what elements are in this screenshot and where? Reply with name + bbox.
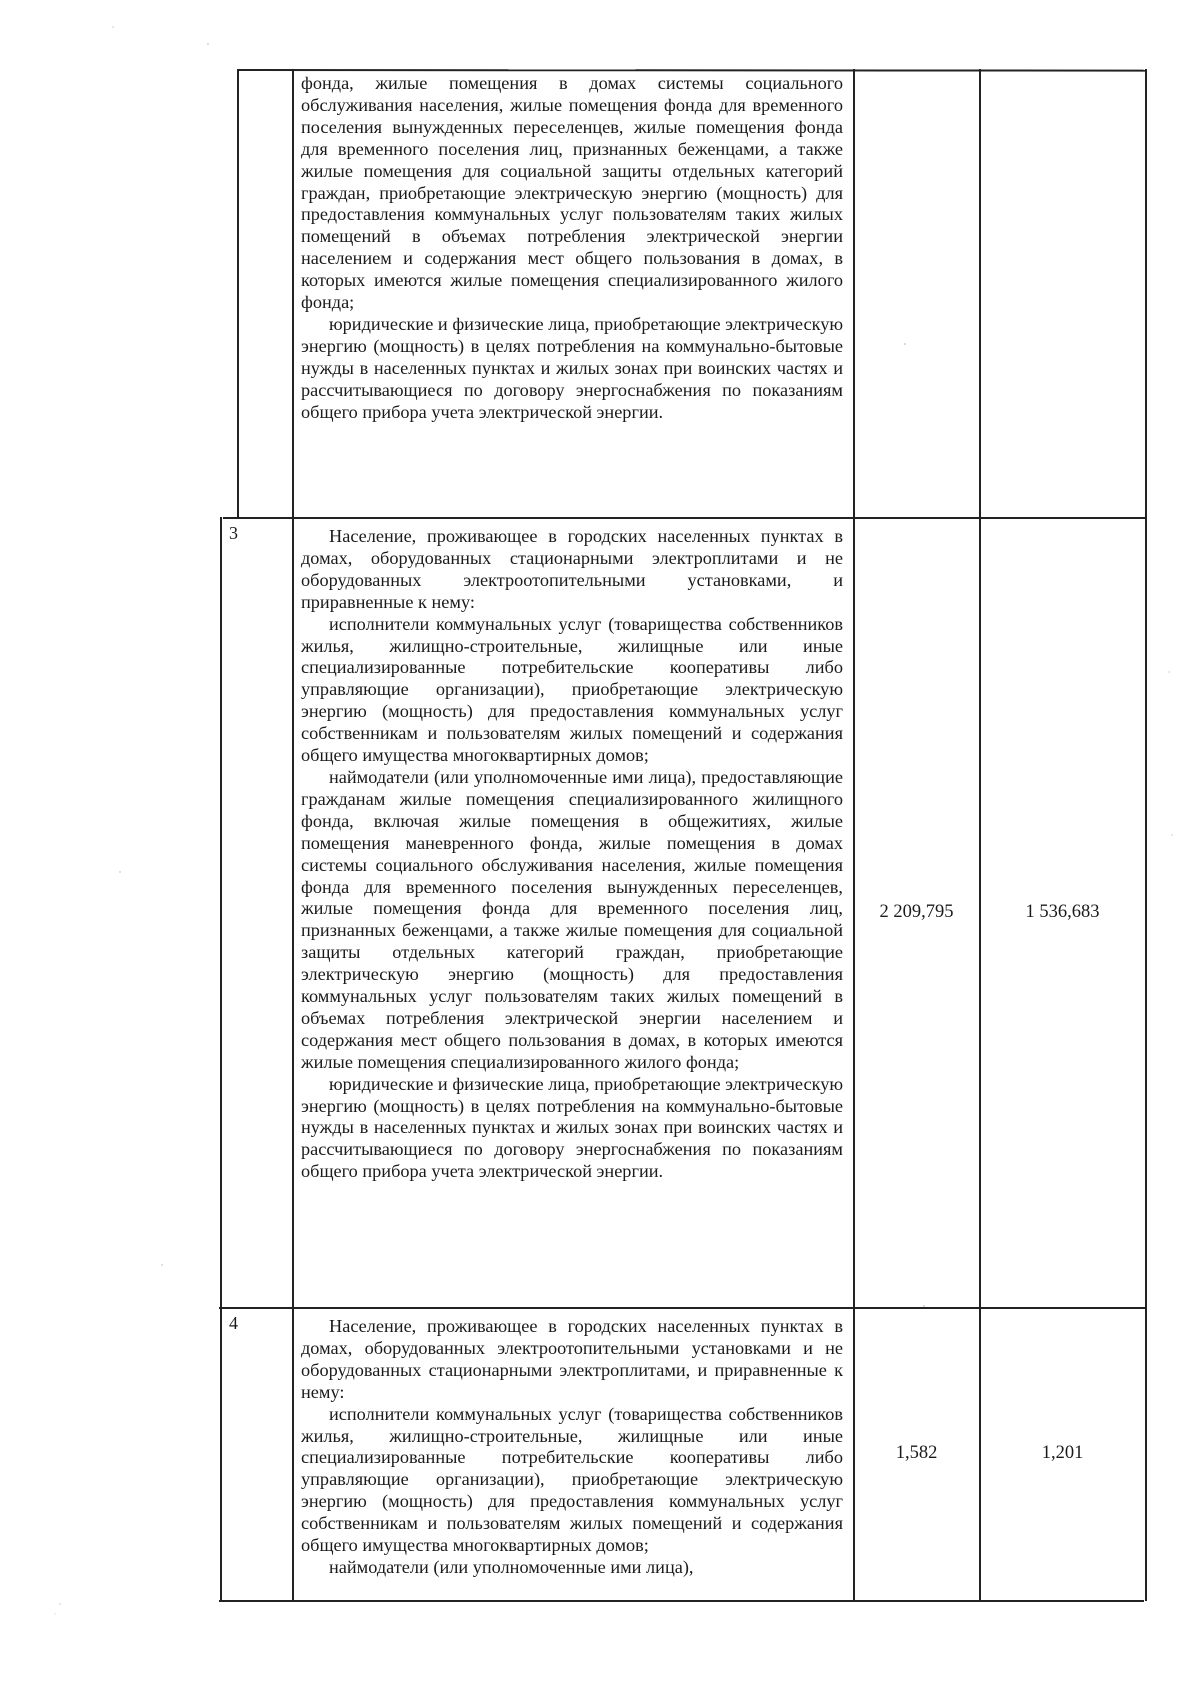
- row-number: [238, 69, 292, 517]
- tariff-value-1: [854, 69, 979, 517]
- paragraph: исполнители коммунальных услуг (товарищества собственников жилья, жилищно-строительные, жилищные или иные специализированные потребительские кооперативы либо управляющие организации), приобретающие электрическую энергию (мощность) для предоставления коммунальных услуг собственникам и пользователям жилых помещений и содержания общего имущества многоквартирных домов;: [301, 613, 843, 766]
- paragraph: наймодатели (или уполномоченные ими лица), предоставляющие гражданам жилые помещения специализированного жилищного фонда, включая жилые помещения в общежитиях, жилые помещения маневренного фонда, жилые помещения в домах системы социального обслуживания населения, жилые помещения фонда для временного поселения вынужденных переселенцев, жилые помещения фонда для временного поселения лиц, признанных беженцами, а также жилые помещения для социальной защиты отдельных категорий граждан, приобретающие электрическую энергию (мощность) для предоставления коммунальных услуг пользователям таких жилых помещений в объемах потребления электрической энергии населением и содержания мест общего пользования в домах, в которых имеются жилые помещения специализированного жилого фонда;: [301, 766, 843, 1072]
- table-border-bottom: [219, 1600, 1144, 1602]
- paragraph: юридические и физические лица, приобретающие электрическую энергию (мощность) в целях потребления на коммунально-бытовые нужды в населенных пунктах и жилых зонах при воинских частях и рассчитывающиеся по договору энергоснабжения по показаниям общего прибора учета электрической энергии.: [301, 313, 843, 422]
- paragraph: юридические и физические лица, приобретающие электрическую энергию (мощность) в целях потребления на коммунально-бытовые нужды в населенных пунктах и жилых зонах при воинских частях и рассчитывающиеся по договору энергоснабжения по показаниям общего прибора учета электрической энергии.: [301, 1073, 843, 1182]
- tariff-value-1: 2 209,795: [879, 901, 954, 922]
- row-number: 3: [229, 523, 238, 543]
- paragraph: наймодатели (или уполномоченные ими лица),: [329, 1556, 694, 1577]
- table-border-right: [1145, 69, 1147, 1601]
- tariff-value-1: 1,582: [895, 1443, 938, 1463]
- paragraph: фонда, жилые помещения в домах системы социального обслуживания населения, жилые помещения фонда для временного поселения вынужденных переселенцев, жилые помещения фонда для временного поселения лиц, признанных беженцами, а также жилые помещения для социальной защиты отдельных категорий граждан, приобретающие электрическую энергию (мощность) для предоставления коммунальных услуг пользователям таких жилых помещений в объемах потребления электрической энергии населением и содержания мест общего пользования в домах, в которых имеются жилые помещения специализированного жилого фонда;: [301, 73, 843, 313]
- paragraph: Население, проживающее в городских населенных пунктах в домах, оборудованных стационарными электроплитами и не оборудованных электроотопительными установками, и приравненные к нему:: [301, 526, 843, 612]
- tariff-value-2: 1 536,683: [1025, 901, 1100, 922]
- tariff-value-2: [980, 69, 1145, 517]
- row-number: 4: [229, 1313, 238, 1333]
- row-description: [293, 526, 853, 1307]
- row-description: [293, 1316, 853, 1600]
- tariff-value-2: 1,201: [1041, 1443, 1084, 1463]
- paragraph: Население, проживающее в городских населенных пунктах в домах, оборудованных электроотопительными установками и не оборудованных стационарными электроплитами, и приравненные к нему:: [301, 1316, 843, 1402]
- row-description: [293, 73, 853, 517]
- paragraph: исполнители коммунальных услуг (товарищества собственников жилья, жилищно-строительные, жилищные или иные специализированные потребительские кооперативы либо управляющие организации), приобретающие электрическую энергию (мощность) для предоставления коммунальных услуг собственникам и пользователям жилых помещений и содержания общего имущества многоквартирных домов;: [301, 1403, 843, 1556]
